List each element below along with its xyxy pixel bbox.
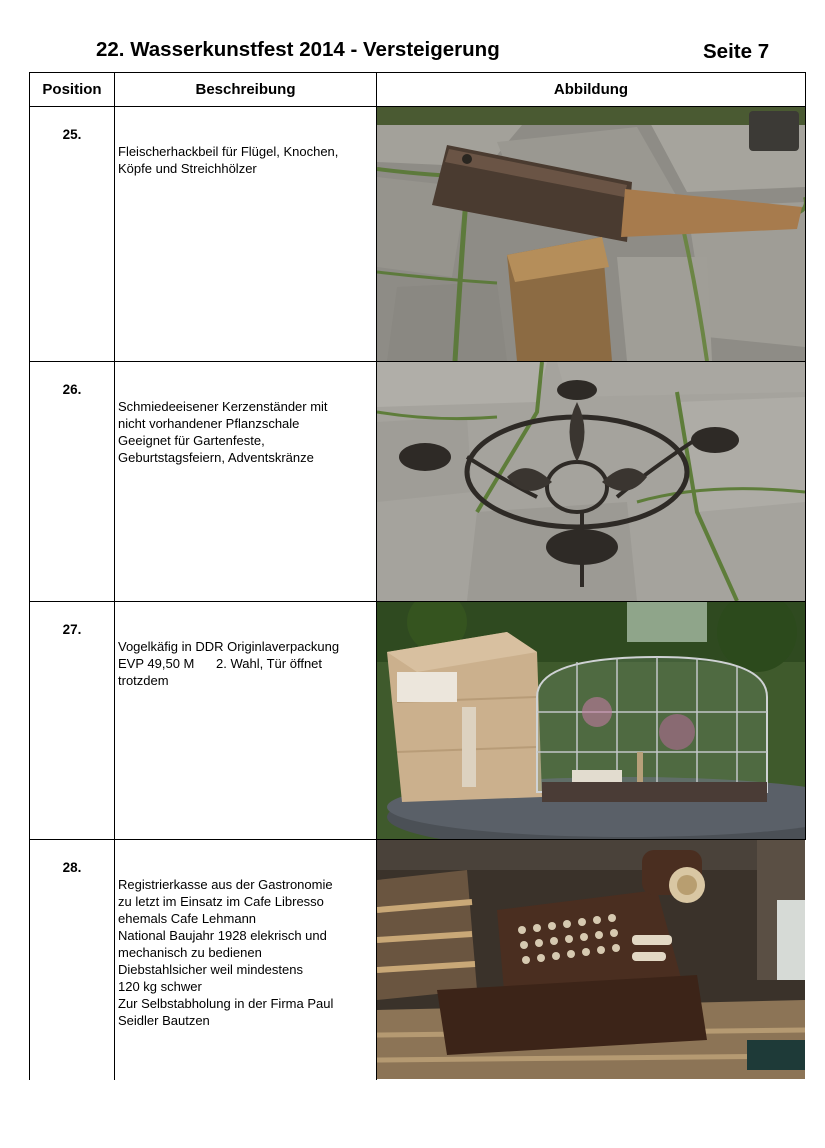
table-row <box>30 362 806 602</box>
position-cell: 28. <box>30 840 115 1080</box>
page-number: Seite 7 <box>703 40 770 63</box>
description-line: Fleischerhackbeil für Flügel, Knochen, <box>118 144 339 159</box>
description-line: 120 kg schwer <box>118 979 202 994</box>
description-line: Geeignet für Gartenfeste, <box>118 433 265 448</box>
description-line: zu letzt im Einsatz im Cafe Libresso <box>118 894 324 909</box>
position-cell: 27. <box>30 602 115 840</box>
description-cell <box>115 107 377 362</box>
description-line: Vogelkäfig in DDR Originlaverpackung <box>118 639 340 654</box>
description-line: EVP 49,50 M 2. Wahl, Tür öffnet <box>118 656 323 671</box>
description-line: trotzdem <box>118 673 169 688</box>
image-cell <box>377 840 806 1080</box>
description-cell <box>115 840 377 1080</box>
image-cell <box>377 107 806 362</box>
column-header-image: Abbildung <box>377 73 806 107</box>
description-line: National Baujahr 1928 elekrisch und <box>118 928 327 943</box>
description-line: Seidler Bautzen <box>118 1013 210 1028</box>
description-line: Diebstahlsicher weil mindestens <box>118 962 303 977</box>
position-cell: 26. <box>30 362 115 602</box>
description-line: Schmiedeeisener Kerzenständer mit <box>118 399 328 414</box>
image-cell <box>377 362 806 602</box>
table-header-row <box>30 73 806 107</box>
description-line: ehemals Cafe Lehmann <box>118 911 257 926</box>
description-line: Registrierkasse aus der Gastronomie <box>118 877 333 892</box>
description-line: Köpfe und Streichhölzer <box>118 161 257 176</box>
description-line: Geburtstagsfeiern, Adventskränze <box>118 450 314 465</box>
cash-register-photo <box>377 840 805 1079</box>
table-row <box>30 602 806 840</box>
description-line: mechanisch zu bedienen <box>118 945 262 960</box>
candle-holder-photo <box>377 362 805 601</box>
description-line: nicht vorhandener Pflanzschale <box>118 416 300 431</box>
column-header-position: Position <box>30 73 115 107</box>
page-title: 22. Wasserkunstfest 2014 - Versteigerung <box>96 38 500 61</box>
position-cell: 25. <box>30 107 115 362</box>
description-cell <box>115 602 377 840</box>
column-header-description: Beschreibung <box>115 73 377 107</box>
auction-table <box>29 72 806 1080</box>
cleaver-photo <box>377 107 805 361</box>
image-cell <box>377 602 806 840</box>
birdcage-photo <box>377 602 805 839</box>
table-row <box>30 107 806 362</box>
description-line: Zur Selbstabholung in der Firma Paul <box>118 996 334 1011</box>
description-cell <box>115 362 377 602</box>
table-row <box>30 840 806 1080</box>
